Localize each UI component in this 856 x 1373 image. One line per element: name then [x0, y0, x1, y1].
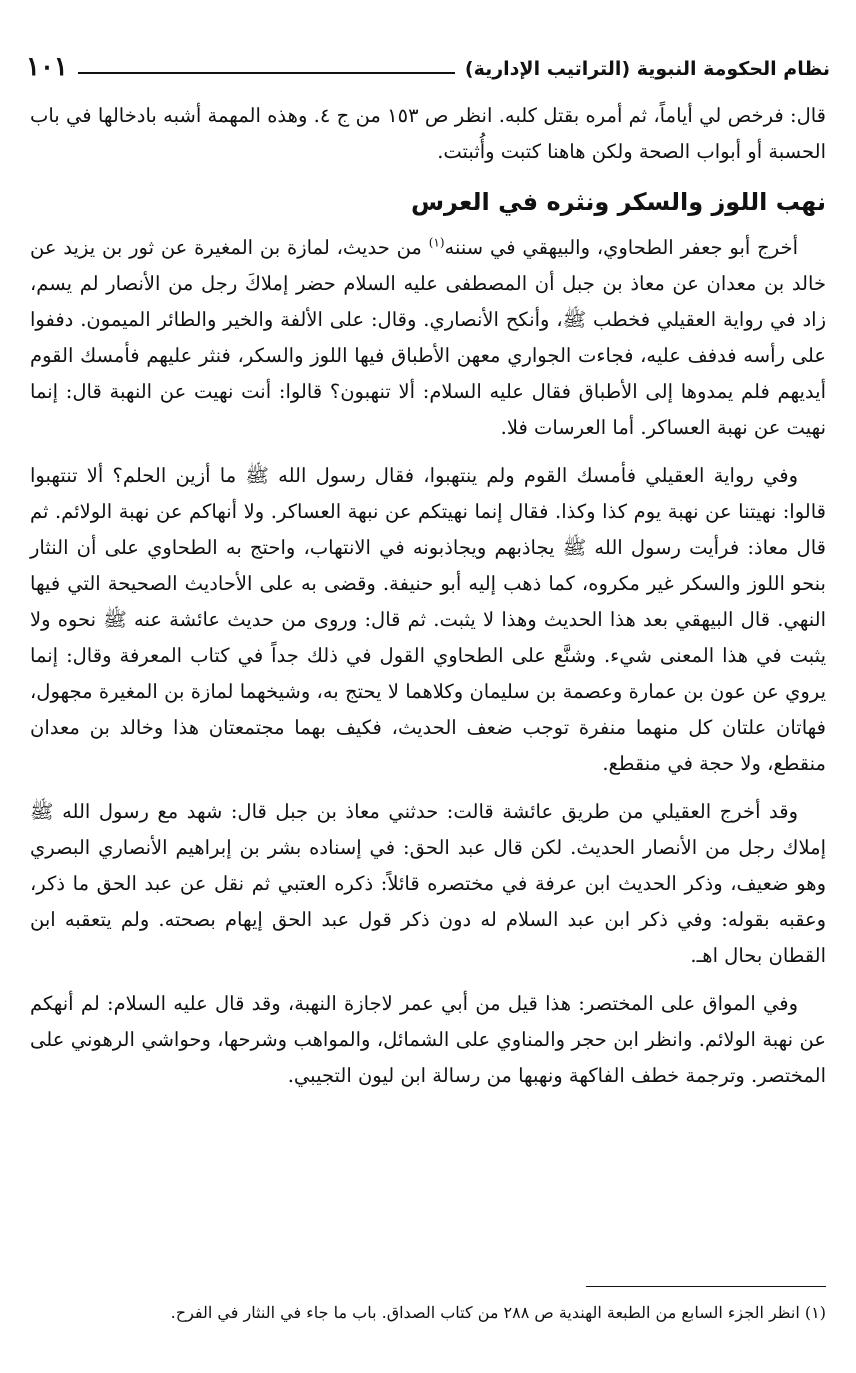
paragraph-1 — [30, 230, 826, 446]
paragraph-1-part-b: من حديث، لمازة بن المغيرة عن ثور بن يزيد عن خالد بن معدان عن معاذ بن جبل أن المصطفى عليه السلام حضر إملاكَ رجل من الأنصار لم يسم، زاد في رواية العقيلي فخطب ﷺ، وأنكح الأنصاري. وقال: على الألفة والخير والطائر الميمون. دففوا على رأسه فدفف عليه، فجاءت الجواري معهن الأطباق فيها اللوز والسكر، فنثر عليهم فأمسك القوم أيديهم فلم يمدوها إلى الأطباق فقال عليه السلام: ألا تنهبون؟ قالوا: أنت نهيت عن النهبة قال: إنما نهيت عن نهبة العساكر. أما العرسات فلا. — [30, 236, 826, 439]
running-title: نظام الحكومة النبوية (التراتيب الإدارية) — [464, 58, 830, 80]
paragraph-3: وقد أخرج العقيلي من طريق عائشة قالت: حدثني معاذ بن جبل قال: شهد مع رسول الله ﷺ إملاك رجل من الأنصار الحديث. لكن قال عبد الحق: في إسناده بشر بن إبراهيم الأنصاري البصري وهو ضعيف، وذكر الحديث ابن عرفة في مختصره قائلاً: ذكره العتبي ثم نقل عن عبد الحق ما ذكر، وعقبه بقوله: وفي ذكر ابن عبد السلام له دون ذكر قول عبد الحق إيهام بصحته. ولم يتعقبه ابن القطان بحال اهـ. — [30, 800, 826, 967]
intro-paragraph: قال: فرخص لي أياماً، ثم أمره بقتل كلبه. انظر ص ١٥٣ من ج ٤. وهذه المهمة أشبه بادخالها في باب الحسبة أو أبواب الصحة ولكن هاهنا كتبت وأُثبتت. — [30, 104, 826, 163]
footnote-rule — [586, 1286, 826, 1287]
footnote-marker[interactable]: (١) — [428, 235, 445, 250]
footnote-1: (١) انظر الجزء السابع من الطبعة الهندية ص ٢٨٨ من كتاب الصداق. باب ما جاء في النثار في الفرح. — [170, 1303, 826, 1322]
body-text — [20, 98, 836, 1094]
page-number: ١٠١ — [26, 52, 68, 82]
header-rule — [78, 72, 455, 74]
running-header — [20, 28, 836, 84]
section-heading: نهب اللوز والسكر ونثره في العرس — [410, 188, 826, 216]
book-page — [20, 28, 836, 1358]
paragraph-1-part-a: أخرج أبو جعفر الطحاوي، والبيهقي في سننه — [444, 236, 798, 259]
paragraph-2: وفي رواية العقيلي فأمسك القوم ولم ينتهبوا، فقال رسول الله ﷺ ما أزين الحلم؟ ألا تنتهبوا قالوا: نهيتنا عن نهبة يوم كذا وكذا. فقال إنما نهيتكم عن نبهة العساكر. ولا أنهاكم عن نهبة الولائم. ثم قال معاذ: فرأيت رسول الله ﷺ يجاذبهم ويجاذبونه في الانتهاب، واحتج به الطحاوي على أن النثار بنحو اللوز والسكر غير مكروه، كما ذهب إليه أبو حنيفة. وقضى به على الأحاديث الصحيحة التي فيها النهي. قال البيهقي بعد هذا الحديث وهذا لا يثبت. ثم قال: وروى من حديث عائشة عنه ﷺ نحوه ولا يثبت في هذا المعنى شيء. وشنَّع على الطحاوي القول في ذلك جداً في كتاب المعرفة وقال: إنما يروي عن عون بن عمارة وعصمة بن سليمان وكلاهما لا يحتج به، وشيخهما لمازة بن المغيرة مجهول، فهاتان علتان كل منهما منفرة توجب ضعف الحديث، فكيف بهما مجتمعتان هذا وخالد بن معدان منقطع، ولا حجة في منقطع. — [30, 464, 826, 775]
paragraph-4: وفي المواق على المختصر: هذا قيل من أبي عمر لاجازة النهبة، وقد قال عليه السلام: لم أنهكم عن نهبة الولائم. وانظر ابن حجر والمناوي على الشمائل، والمواهب وشرحها، وحواشي الرهوني على المختصر. وترجمة خطف الفاكهة ونهبها من رسالة ابن ليون التجيبي. — [30, 992, 826, 1087]
